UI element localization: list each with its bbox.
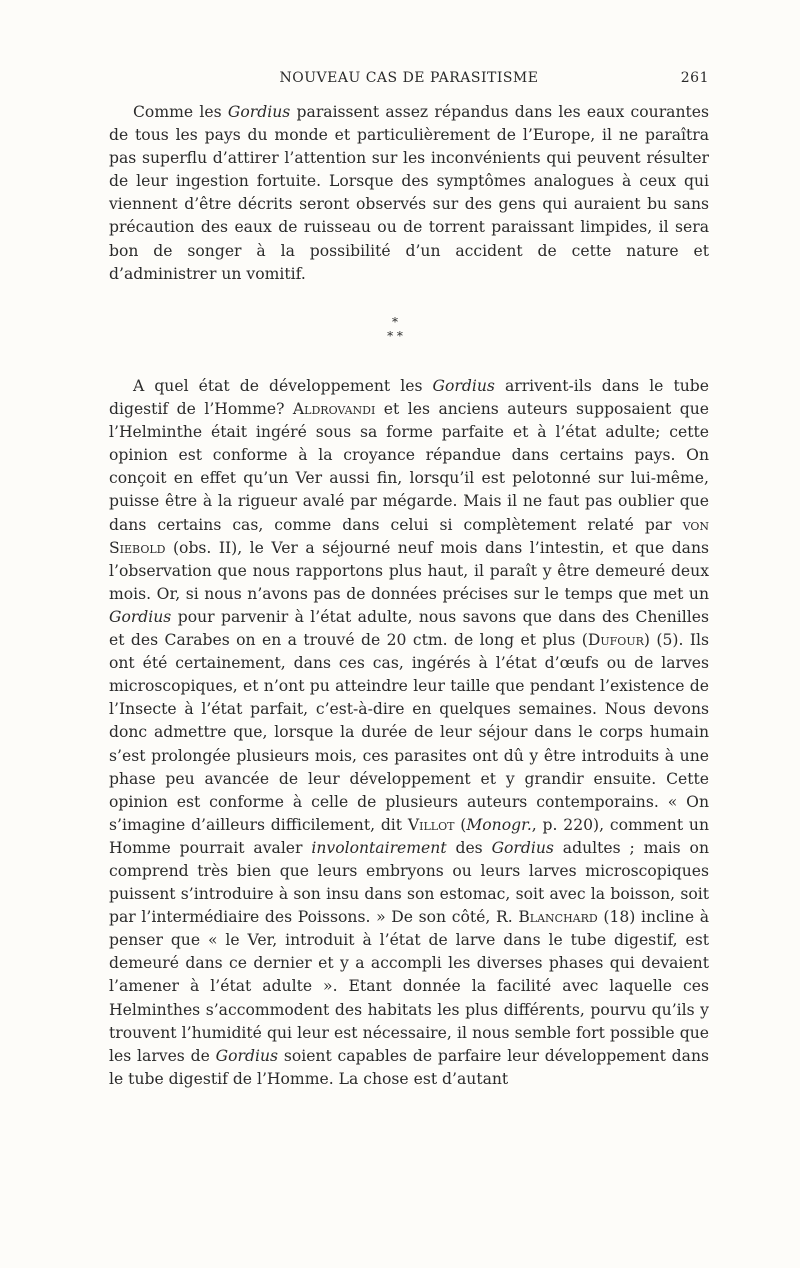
italic-term: Gordius: [432, 377, 495, 395]
text-run: arrivent-ils dans le tube digestif de l’Homme?: [109, 377, 709, 419]
page-header: [109, 70, 709, 92]
italic-term: Gordius: [215, 1046, 278, 1065]
asterism-bottom: * *: [387, 329, 403, 343]
italic-term: Gordius: [109, 607, 172, 626]
text-run: (18) incline à penser que « le Ver, introduit à l’état de larve dans le tube digestif, est demeuré dans ce dernier et y a accompli les diverses phases qui devaient l’amener à l’état adulte ». Etant donnée la facilité avec laquelle ces Helminthes s’accommodent des habitats les plus différents, pourvu qu’ils y trouvent l’humidité qui leur est nécessaire, il nous semble fort possible que les larves de: [109, 908, 709, 1065]
author-name: Villot: [407, 815, 455, 834]
italic-term: Gordius: [491, 838, 554, 857]
paragraph-2: [109, 375, 709, 1091]
running-head: NOUVEAU CAS DE PARASITISME: [279, 70, 539, 86]
italic-term: involontairement: [311, 838, 447, 857]
author-name: Aldrovandi: [292, 400, 376, 419]
italic-term: Gordius: [227, 103, 291, 121]
author-name: von Siebold: [109, 515, 709, 557]
page-number: 261: [680, 70, 709, 86]
text-run: pour parvenir à l’état adulte, nous savons que dans des Chenilles et des Carabes on en a trouvé de 20 ctm. de long et plus (: [109, 607, 709, 650]
text-run: et les anciens auteurs supposaient que l’Helminthe était ingéré sous sa forme parfaite et à l’état adulte; cette opinion est conforme à la croyance répandue dans certains pays. On conçoit en effet qu’un Ver aussi fin, lorsqu’il est pelotonné sur lui-même, puisse être à la rigueur avalé par mégarde. Mais il ne faut pas oublier que dans certains cas, comme dans celui si complètement relaté par: [109, 400, 709, 534]
italic-term: Monogr.: [466, 815, 532, 834]
text-run: des: [446, 838, 492, 857]
paragraph-1: [109, 101, 709, 286]
author-name: Dufour: [587, 631, 644, 650]
text-run: Comme les: [133, 103, 228, 121]
asterism-top: *: [392, 315, 398, 329]
text-run: paraissent assez répandus dans les eaux courantes de tous les pays du monde et particulièrement de l’Europe, il ne paraîtra pas superflu d’attirer l’attention sur les inconvénients qui peuvent résulter de leur ingestion fortuite. Lorsque des symptômes analogues à ceux qui viennent d’être décrits seront observés sur des gens qui auraient bu sans précaution des eaux de ruisseau ou de torrent paraissant limpides, il sera bon de songer à la possibilité d’un accident de cette nature et d’administrer un vomitif.: [109, 103, 709, 283]
asterism: [370, 315, 420, 343]
text-run: (: [454, 815, 467, 834]
text-run: soient capables de parfaire leur développement dans le tube digestif de l’Homme. La chose est d’autant: [109, 1046, 710, 1088]
text-run: , p. 220), comment un Homme pourrait avaler: [109, 815, 709, 857]
text-run: ) (5). Ils ont été certainement, dans ces cas, ingérés à l’état d’œufs ou de larves microscopiques, et n’ont pu atteindre leur taille que pendant l’existence de l’Insecte à l’état parfait, c’est-à-dire en quelques semaines. Nous devons donc admettre que, lorsque la durée de leur séjour dans le corps humain s’est prolongée plusieurs mois, ces parasites ont dû y être introduits à une phase peu avancée de leur développement et y grandir ensuite. Cette opinion est conforme à celle de plusieurs auteurs contemporains. « On s’imagine d’ailleurs difficilement, dit: [109, 631, 709, 834]
text-run: adultes ; mais on comprend très bien que leurs embryons ou leurs larves microscopiques puissent s’introduire à son insu dans son estomac, soit avec la boisson, soit par l’intermédiaire des Poissons. » De son côté, R.: [109, 838, 709, 927]
text-run: A quel état de développement les: [133, 377, 433, 395]
text-run: (obs. II), le Ver a séjourné neuf mois dans l’intestin, et que dans l’observation que nous rapportons plus haut, il paraît y être demeuré deux mois. Or, si nous n’avons pas de données précises sur le temps que met un: [109, 538, 709, 603]
author-name: Blanchard: [518, 908, 598, 927]
